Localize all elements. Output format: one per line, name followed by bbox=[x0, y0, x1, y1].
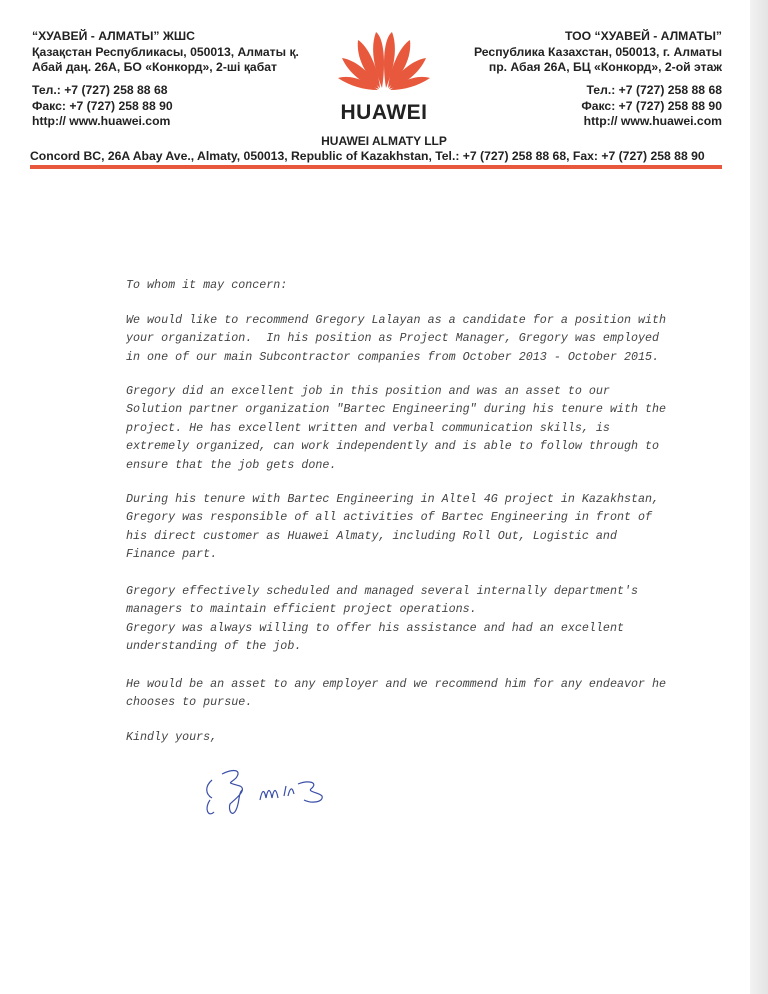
line: Gregory effectively scheduled and managed several internally department's bbox=[126, 584, 638, 598]
line: project. He has excellent written and verbal communication skills, is bbox=[126, 420, 610, 435]
text: Қазақстан Республикасы, 050013, Алматы қ. bbox=[32, 44, 299, 59]
text: ТОО “ХУАВЕЙ - АЛМАТЫ” bbox=[564, 29, 722, 43]
line: ensure that the job gets done. bbox=[126, 457, 337, 472]
line: in one of our main Subcontractor companies from October 2013 - October 2015. bbox=[126, 349, 660, 364]
text: “ХУАВЕЙ - АЛМАТЫ” ЖШС bbox=[32, 29, 195, 43]
signature bbox=[200, 760, 370, 820]
text: Абай даң. 26А, БО «Конкорд», 2-ші қабат bbox=[32, 60, 277, 74]
line: chooses to pursue. bbox=[126, 695, 253, 710]
text: Факс: +7 (727) 258 88 90 bbox=[32, 98, 173, 113]
line: Solution partner organization "Bartec Engineering" during his tenure with the bbox=[126, 402, 667, 417]
paragraph-5 bbox=[126, 675, 666, 712]
line: managers to maintain efficient project operations. bbox=[126, 602, 477, 617]
line: Gregory was responsible of all activities of Bartec Engineering in front of bbox=[126, 510, 653, 525]
text: Тел.: +7 (727) 258 88 68 bbox=[586, 83, 722, 97]
paragraph-1 bbox=[126, 311, 666, 366]
line: your organization. In his position as Project Manager, Gregory was employed bbox=[126, 331, 660, 346]
line: Kindly yours, bbox=[126, 730, 218, 744]
text: Факс: +7 (727) 258 88 90 bbox=[581, 98, 722, 113]
line: extremely organized, can work independently and is able to follow through to bbox=[126, 439, 660, 454]
text: http:// www.huawei.com bbox=[32, 114, 171, 128]
text: Тел.: +7 (727) 258 88 68 bbox=[32, 83, 168, 97]
closing bbox=[126, 728, 217, 746]
line: his direct customer as Huawei Almaty, including Roll Out, Logistic and bbox=[126, 528, 617, 543]
line: Finance part. bbox=[126, 547, 218, 562]
header-right-address bbox=[474, 29, 722, 76]
text: http:// www.huawei.com bbox=[583, 114, 722, 128]
text: пр. Абая 26А, БЦ «Конкорд», 2-ой этаж bbox=[488, 60, 722, 74]
paragraph-2 bbox=[126, 382, 666, 474]
line: Gregory was always willing to offer his assistance and had an excellent bbox=[126, 620, 624, 635]
line: To whom it may concern: bbox=[126, 278, 288, 292]
paragraph-3 bbox=[126, 490, 659, 564]
line: understanding of the job. bbox=[126, 639, 302, 654]
line: During his tenure with Bartec Engineering in Altel 4G project in Kazakhstan, bbox=[126, 492, 660, 506]
greeting bbox=[126, 276, 287, 294]
company-name: HUAWEI ALMATY LLP bbox=[321, 134, 447, 148]
header-left-address bbox=[32, 29, 299, 76]
header-divider bbox=[30, 165, 722, 169]
page-edge bbox=[750, 0, 768, 994]
text: Республика Казахстан, 050013, г. Алматы bbox=[473, 44, 722, 59]
header-left-contacts bbox=[32, 83, 173, 130]
line: We would like to recommend Gregory Lalayan as a candidate for a position with bbox=[126, 313, 667, 327]
line: He would be an asset to any employer and we recommend him for any endeavor he bbox=[126, 677, 667, 691]
huawei-logo-icon bbox=[334, 28, 434, 90]
paragraph-4 bbox=[126, 582, 638, 656]
company-address: Concord BC, 26A Abay Ave., Almaty, 050013, Republic of Kazakhstan, Tel.: +7 (727) 258 88 68, Fax: +7 (727) 258 88 90 bbox=[30, 149, 705, 163]
header-right-contacts bbox=[581, 83, 722, 130]
line: Gregory did an excellent job in this position and was an asset to our bbox=[126, 384, 610, 398]
brand-name: HUAWEI bbox=[340, 101, 428, 124]
